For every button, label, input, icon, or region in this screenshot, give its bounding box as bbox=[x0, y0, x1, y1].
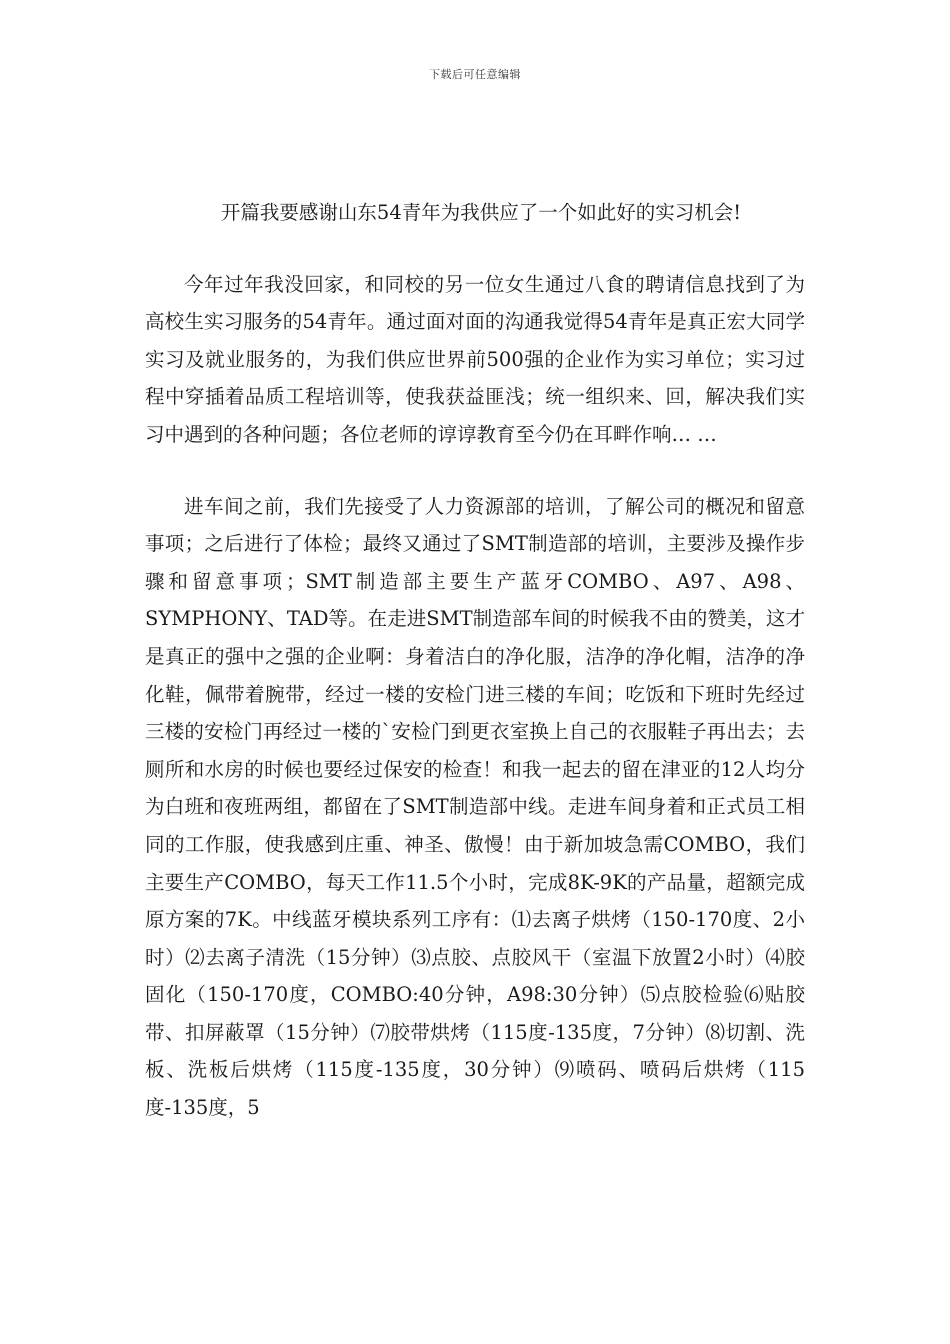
paragraph-intro: 今年过年我没回家，和同校的另一位女生通过八食的聘请信息找到了为高校生实习服务的54青年。通过面对面的沟通我觉得54青年是真正宏大同学实习及就业服务的，为我们供应世界前500强的企业作为实习单位；实习过程中穿插着品质工程培训等，使我获益匪浅；统一组织来、回，解决我们实习中遇到的各种问题；各位老师的谆谆教育至今仍在耳畔作响… … bbox=[145, 272, 805, 446]
paragraph-workshop: 进车间之前，我们先接受了人力资源部的培训，了解公司的概况和留意事项；之后进行了体检；最终又通过了SMT制造部的培训，主要涉及操作步骤和留意事项；SMT制造部主要生产蓝牙COMBO、A97、A98、SYMPHONY、TAD等。在走进SMT制造部车间的时候我不由的赞美，这才是真正的强中之强的企业啊：身着洁白的净化服，洁净的净化帽，洁净的净化鞋，佩带着腕带，经过一楼的安检门进三楼的车间；吃饭和下班时先经过三楼的安检门再经过一楼的`安检门到更衣室换上自己的衣服鞋子再出去；去厕所和水房的时候也要经过保安的检查！和我一起去的留在津亚的12人均分为白班和夜班两组，都留在了SMT制造部中线。走进车间身着和正式员工相同的工作服，使我感到庄重、神圣、傲慢！由于新加坡急需COMBO，我们主要生产COMBO，每天工作11.5个小时，完成8K-9K的产品量，超额完成原方案的7K。中线蓝牙模块系列工序有：⑴去离子烘烤（150-170度、2小时）⑵去离子清洗（15分钟）⑶点胶、点胶风干（室温下放置2小时）⑷胶固化（150-170度，COMBO:40分钟，A98:30分钟）⑸点胶检验⑹贴胶带、扣屏蔽罩（15分钟）⑺胶带烘烤（115度-135度，7分钟）⑻切割、洗板、洗板后烘烤（115度-135度，30分钟）⑼喷码、喷码后烘烤（115度-135度，5 bbox=[145, 494, 805, 1120]
opening-line: 开篇我要感谢山东54青年为我供应了一个如此好的实习机会! bbox=[220, 201, 742, 224]
document-body bbox=[145, 194, 805, 1161]
page-header: 下载后可任意编辑 bbox=[429, 68, 521, 81]
